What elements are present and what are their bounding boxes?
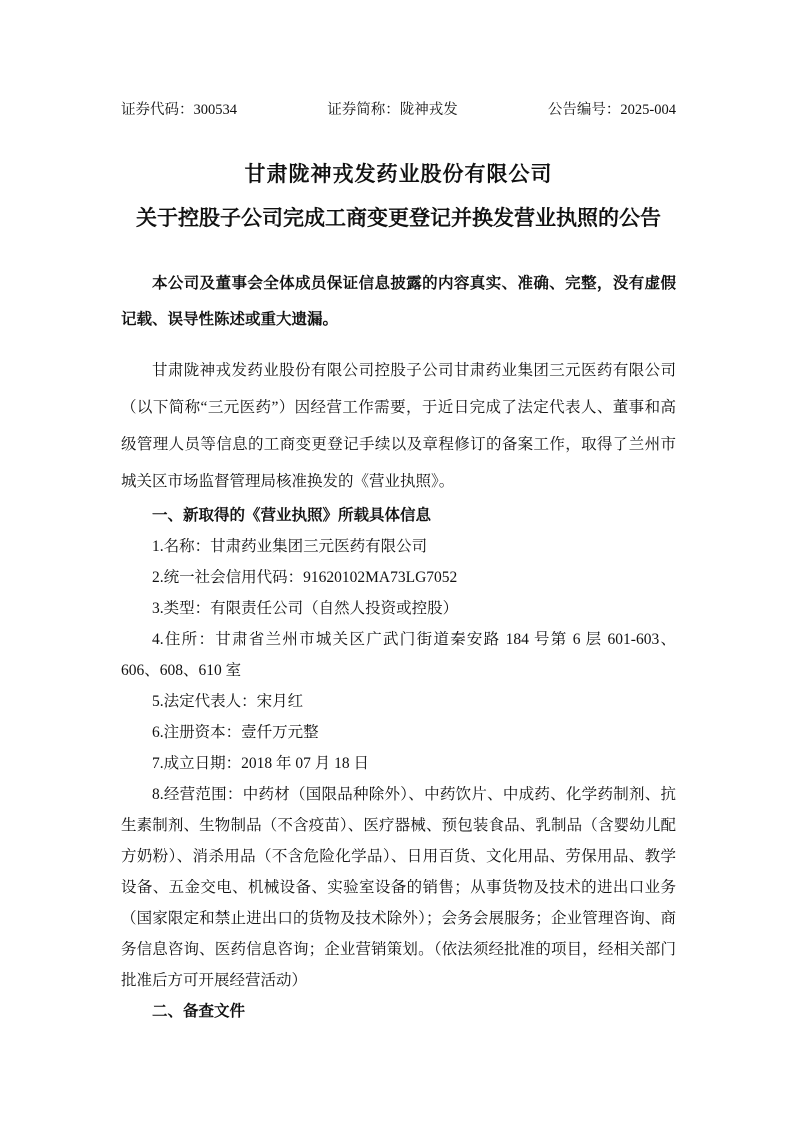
section2-heading: 二、备查文件 (152, 1003, 246, 1020)
license-item-legal-representative: 5.法定代表人：宋月红 (152, 693, 304, 710)
announcement-number-value: 2025-004 (620, 102, 676, 118)
doc-header (121, 100, 676, 120)
announcement-title: 关于控股子公司完成工商变更登记并换发营业执照的公告 (136, 207, 661, 230)
stock-code-value: 300534 (193, 102, 237, 118)
stock-code (121, 100, 237, 120)
license-item-name: 1.名称：甘肃药业集团三元医药有限公司 (152, 538, 428, 555)
license-item-credit-code: 2.统一社会信用代码：91620102MA73LG7052 (152, 569, 458, 586)
section1-heading: 一、新取得的《营业执照》所载具体信息 (152, 507, 432, 524)
license-item-business-scope: 8.经营范围：中药材（国限品种除外）、中药饮片、中成药、化学药制剂、抗生素制剂、生物制品（不含疫苗）、医疗器械、预包装食品、乳制品（含婴幼儿配方奶粉）、消杀用品（不含危险化学品）、日用百货、文化用品、劳保用品、教学设备、五金交电、机械设备、实验室设备的销售；从事货物及技术的进出口业务（国家限定和禁止进出口的货物及技术除外）；会务会展服务；企业管理咨询、商务信息咨询、医药信息咨询；企业营销策划。（依法须经批准的项目，经相关部门批准后方可开展经营活动） (121, 786, 676, 989)
license-item-type: 3.类型：有限责任公司（自然人投资或控股） (152, 600, 459, 617)
board-declaration-paragraph: 本公司及董事会全体成员保证信息披露的内容真实、准确、完整，没有虚假记载、误导性陈述或重大遗漏。 (121, 275, 676, 328)
stock-name-label: 证券简称： (327, 102, 400, 118)
stock-name-value: 陇神戎发 (399, 102, 458, 118)
license-item-establishment-date: 7.成立日期：2018 年 07 月 18 日 (152, 755, 370, 772)
stock-name (327, 100, 458, 120)
license-item-registered-capital: 6.注册资本：壹仟万元整 (152, 724, 319, 741)
stock-code-label: 证券代码： (121, 102, 194, 118)
announcement-number (548, 100, 676, 120)
company-name-title: 甘肃陇神戎发药业股份有限公司 (244, 163, 553, 186)
license-item-address: 4.住所：甘肃省兰州市城关区广武门街道秦安路 184 号第 6 层 601-603、606、608、610 室 (121, 631, 676, 679)
announcement-number-label: 公告编号： (547, 102, 621, 118)
intro-paragraph: 甘肃陇神戎发药业股份有限公司控股子公司甘肃药业集团三元医药有限公司（以下简称“三元医药”）因经营工作需要，于近日完成了法定代表人、董事和高级管理人员等信息的工商变更登记手续以及章程修订的备案工作，取得了兰州市城关区市场监督管理局核准换发的《营业执照》。 (121, 362, 676, 490)
